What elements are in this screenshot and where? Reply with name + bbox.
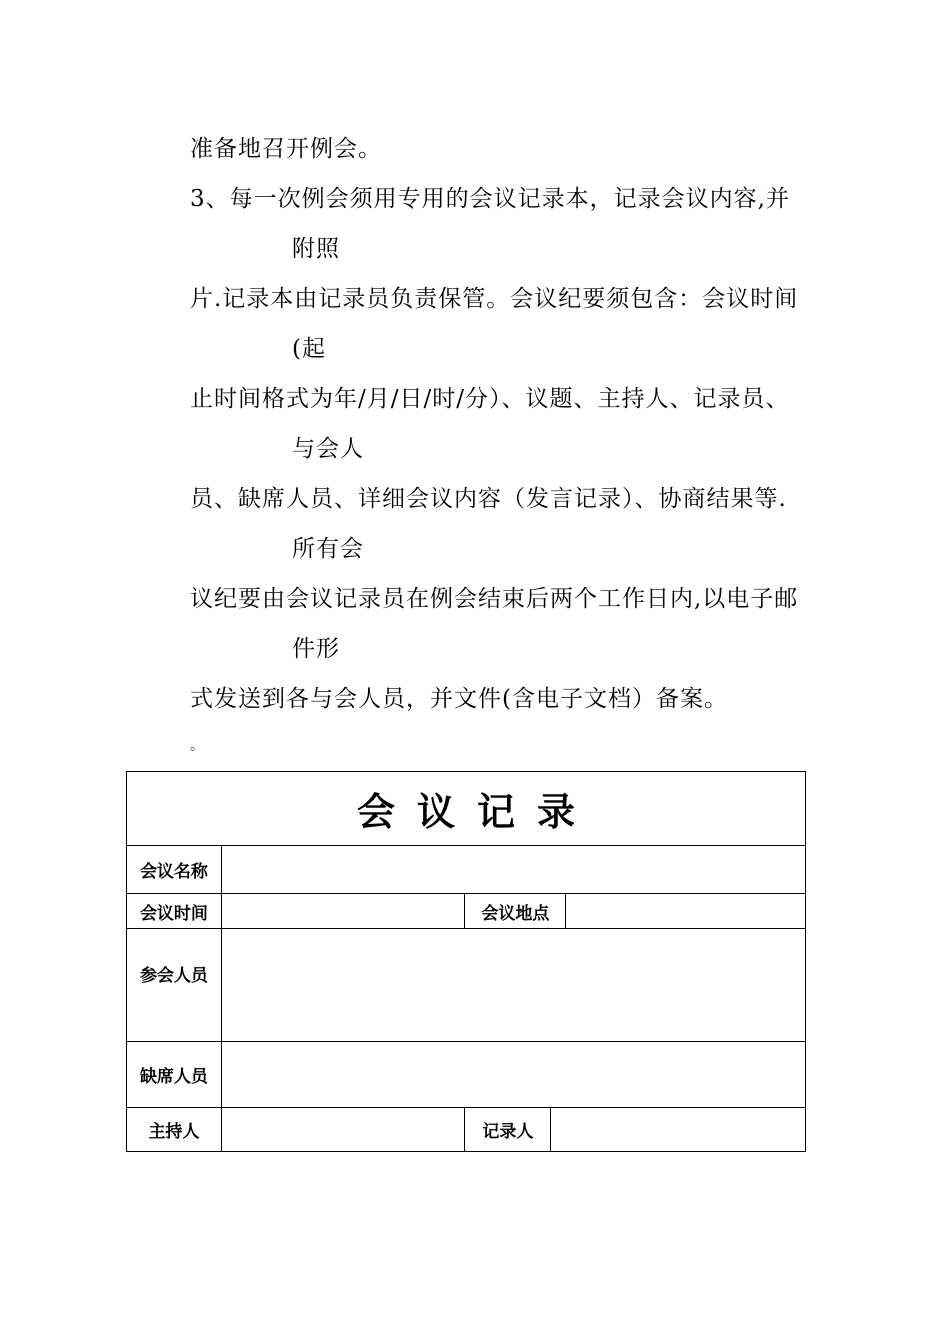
meeting-time-field[interactable] — [221, 894, 465, 929]
meeting-time-label: 会议时间 — [127, 894, 222, 929]
paragraph-line: 与会人 — [292, 436, 364, 462]
form-title-cell — [127, 772, 806, 846]
absentees-label: 缺席人员 — [127, 1042, 222, 1108]
meeting-place-field[interactable] — [566, 894, 806, 929]
host-field[interactable] — [221, 1108, 465, 1152]
absentees-field[interactable] — [221, 1042, 805, 1108]
meeting-record-form — [126, 771, 806, 1152]
form-title: 会议记录 — [356, 790, 597, 834]
paragraph-line: 议纪要由会议记录员在例会结束后两个工作日内,以电子邮 — [190, 586, 799, 612]
paragraph-line: 3、每一次例会须用专用的会议记录本，记录会议内容,并 — [190, 186, 790, 212]
paragraph-line: (起 — [292, 336, 326, 362]
host-label: 主持人 — [127, 1108, 222, 1152]
paragraph-line: 件形 — [292, 636, 340, 662]
recorder-field[interactable] — [551, 1108, 806, 1152]
paragraph-line: 所有会 — [292, 536, 364, 562]
attendees-field[interactable] — [221, 929, 805, 1042]
attendees-label: 参会人员 — [127, 929, 222, 1042]
meeting-name-field[interactable] — [221, 846, 805, 894]
trailing-mark: 。 — [190, 738, 204, 754]
paragraph-line: 准备地召开例会。 — [190, 136, 382, 162]
meeting-place-label: 会议地点 — [465, 894, 566, 929]
paragraph-line: 片.记录本由记录员负责保管。会议纪要须包含：会议时间 — [190, 286, 799, 312]
paragraph-line: 附照 — [292, 236, 340, 262]
paragraph-line: 员、缺席人员、详细会议内容（发言记录）、协商结果等. — [190, 486, 787, 512]
paragraph-line: 止时间格式为年/月/日/时/分）、议题、主持人、记录员、 — [190, 386, 790, 412]
recorder-label: 记录人 — [465, 1108, 551, 1152]
meeting-name-label: 会议名称 — [127, 846, 222, 894]
paragraph-line: 式发送到各与会人员，并文件(含电子文档）备案。 — [190, 686, 728, 712]
